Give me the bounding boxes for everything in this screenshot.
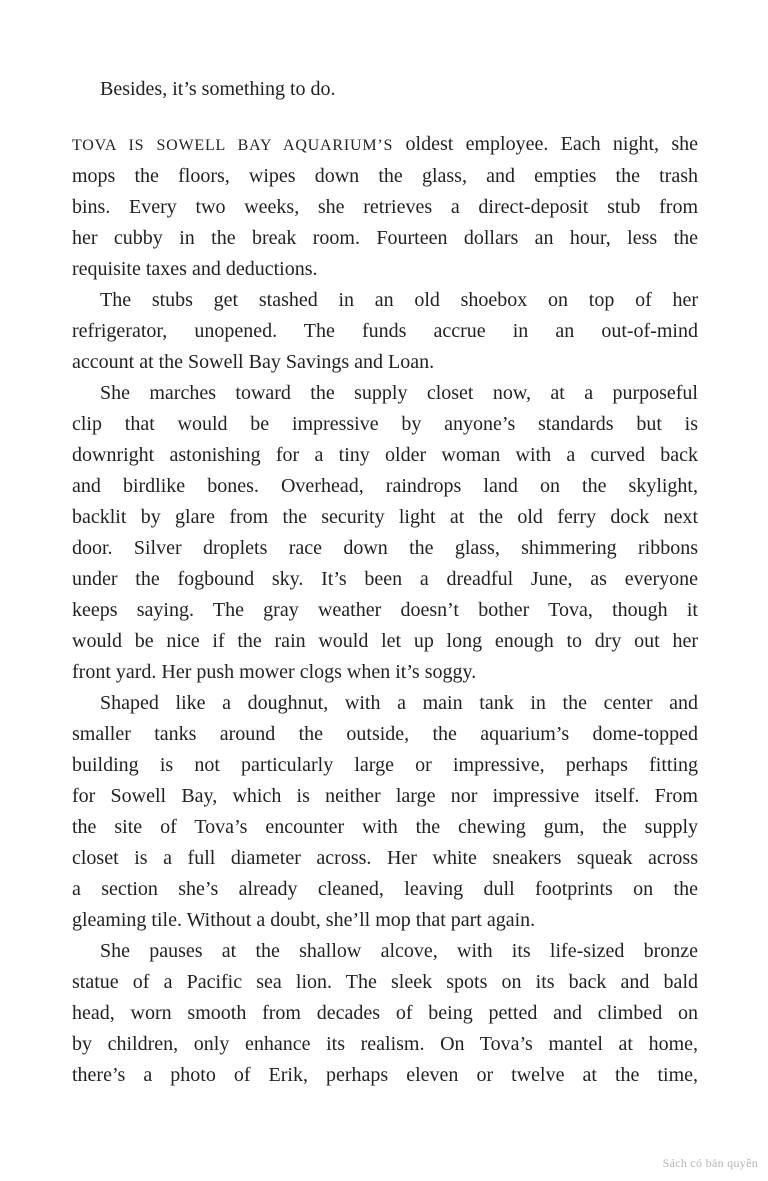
text-block <box>72 74 698 1091</box>
text-line: mops the floors, wipes down the glass, and empties the trash <box>72 165 698 187</box>
text-line: would be nice if the rain would let up long enough to dry out her <box>72 630 698 652</box>
paragraph-supply-closet <box>72 378 698 688</box>
text-line: the site of Tova’s encounter with the chewing gum, the supply <box>72 816 698 838</box>
text-line: requisite taxes and deductions. <box>72 258 318 280</box>
text-line: front yard. Her push mower clogs when it’s soggy. <box>72 661 477 683</box>
text-line: there’s a photo of Erik, perhaps eleven or twelve at the time, <box>72 1064 698 1086</box>
text-line: building is not particularly large or impressive, perhaps fitting <box>72 754 698 776</box>
paragraph-doughnut <box>72 688 698 936</box>
text-line: head, worn smooth from decades of being petted and climbed on <box>72 1002 698 1024</box>
text-line: refrigerator, unopened. The funds accrue in an out-of-mind <box>72 320 698 342</box>
text-line: statue of a Pacific sea lion. The sleek spots on its back and bald <box>72 971 698 993</box>
paragraph-tova-employee <box>72 129 698 285</box>
text-line: She marches toward the supply closet now, at a purposeful <box>100 382 698 404</box>
text-line: smaller tanks around the outside, the aquarium’s dome-topped <box>72 723 698 745</box>
text-line: bins. Every two weeks, she retrieves a direct-deposit stub from <box>72 196 698 218</box>
paragraph-stubs <box>72 285 698 378</box>
text-line: downright astonishing for a tiny older woman with a curved back <box>72 444 698 466</box>
smallcaps-lead-in: TOVA IS SOWELL BAY AQUARIUM’S <box>72 137 394 154</box>
text-line: door. Silver droplets race down the glass, shimmering ribbons <box>72 537 698 559</box>
text-line: her cubby in the break room. Fourteen dollars an hour, less the <box>72 227 698 249</box>
text-line: and birdlike bones. Overhead, raindrops land on the skylight, <box>72 475 698 497</box>
paragraph-sea-lion <box>72 936 698 1091</box>
opening-line-paragraph <box>72 74 698 105</box>
text-line: by children, only enhance its realism. On Tova’s mantel at home, <box>72 1033 698 1055</box>
copyright-watermark: Sách có bản quyền <box>662 1156 758 1170</box>
text-line: Besides, it’s something to do. <box>100 78 336 100</box>
text-line: backlit by glare from the security light at the old ferry dock next <box>72 506 698 528</box>
text-line: for Sowell Bay, which is neither large nor impressive itself. From <box>72 785 698 807</box>
text-line: closet is a full diameter across. Her white sneakers squeak across <box>72 847 698 869</box>
text-line: a section she’s already cleaned, leaving dull footprints on the <box>72 878 698 900</box>
text-line: clip that would be impressive by anyone’s standards but is <box>72 413 698 435</box>
text-line: gleaming tile. Without a doubt, she’ll mop that part again. <box>72 909 536 931</box>
text-line: The stubs get stashed in an old shoebox on top of her <box>100 289 698 311</box>
text-line: keeps saying. The gray weather doesn’t bother Tova, though it <box>72 599 698 621</box>
text-line: account at the Sowell Bay Savings and Loan. <box>72 351 435 373</box>
text-line: TOVA IS SOWELL BAY AQUARIUM’S oldest employee. Each night, she <box>72 133 698 155</box>
text-line: She pauses at the shallow alcove, with its life-sized bronze <box>100 940 698 962</box>
text-line: under the fogbound sky. It’s been a dreadful June, as everyone <box>72 568 698 590</box>
text-line: Shaped like a doughnut, with a main tank in the center and <box>100 692 698 714</box>
